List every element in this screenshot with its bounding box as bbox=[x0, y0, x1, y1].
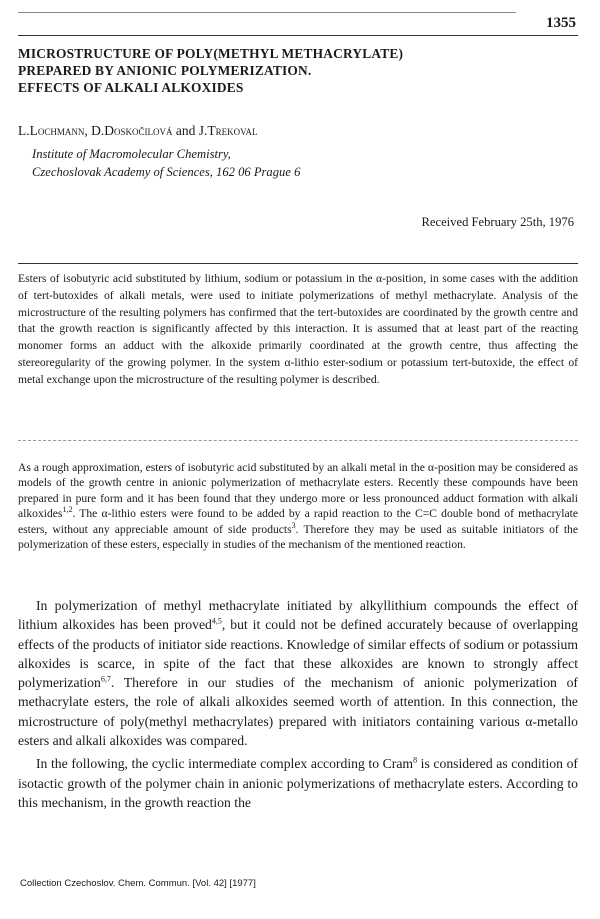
citation-ref: 1,2 bbox=[62, 505, 73, 515]
title-line-2: PREPARED BY ANIONIC POLYMERIZATION. bbox=[18, 63, 312, 78]
para2-text-1: In the following, the cyclic intermediate complex according to Cram bbox=[36, 756, 414, 772]
author-2: D.Doskočilová bbox=[91, 123, 173, 138]
intro-paragraph bbox=[18, 460, 578, 552]
citation-ref: 8 bbox=[413, 755, 418, 765]
citation-ref: 3 bbox=[291, 520, 296, 530]
received-date: Received February 25th, 1976 bbox=[421, 215, 574, 229]
author-conjunction: and bbox=[172, 123, 199, 138]
affiliation bbox=[32, 145, 300, 181]
article-title bbox=[18, 45, 578, 96]
citation-ref: 4,5 bbox=[211, 616, 222, 626]
para1-text-1: In polymerization of methyl methacrylate initiated by alkyllithium compounds the effect of lithium alkoxides has been proved bbox=[18, 598, 578, 633]
intro-text-1: As a rough approximation, esters of isobutyric acid substituted by an alkali metal in the α-position may be considered as models of the growth centre in anionic polymerization of methacrylate esters. Recently these compounds have been prepared in pure form and it has been found that they undergo more or less pronounced adduct formation with alkali alkoxides bbox=[18, 461, 578, 521]
title-line-3: EFFECTS OF ALKALI ALKOXIDES bbox=[18, 80, 244, 95]
author-list bbox=[18, 123, 257, 139]
header-rule-thick bbox=[18, 35, 578, 36]
affiliation-line-1: Institute of Macromolecular Chemistry, bbox=[32, 147, 231, 161]
journal-footer: Collection Czechoslov. Chem. Commun. [Vol. 42] [1977] bbox=[20, 878, 256, 889]
para2-text-2: is considered as condition of isotactic growth of the polymer chain in anionic polymerizations of methacrylate esters. According to this mechanism, in the growth reaction the bbox=[18, 756, 578, 810]
author-3: J.Trekoval bbox=[198, 123, 258, 138]
body-paragraph-2 bbox=[18, 754, 578, 812]
abstract-text: Esters of isobutyric acid substituted by lithium, sodium or potassium in the α-position, in some cases with the addition of tert-butoxides of alkali metals, were used to initiate polymerizations of methyl methacrylate. Analysis of the microstructure of the resulting polymers has confirmed that the tert-butoxides are coordinated by the growth centre and that the growth reaction is significantly affected by this interaction. It is assumed that at least part of the reacting monomer forms an adduct with the alkoxide primarily coordinated at the growth centre, thus affecting the stereoregularity of the growing polymer. In the system α-lithio ester-sodium or potassium tert-butoxide, the effect of metal exchange upon the microstructure of the resulting polymer is described. bbox=[18, 272, 578, 386]
intro-text-2: . The α-lithio esters were found to be added by a rapid reaction to the C=C double bond of methacrylate esters, without any appreciable amount of side products bbox=[18, 507, 578, 536]
page-number: 1355 bbox=[546, 15, 576, 31]
citation-ref: 6,7 bbox=[100, 674, 111, 684]
para1-text-2: , but it could not be defined accurately because of overlapping effects of the products of initiator side reactions. Knowledge of similar effects of sodium or potassium alkoxides is scarce, in spite of the fact that these alkoxides are known to strongly affect polymerization bbox=[18, 617, 578, 691]
header-rule bbox=[18, 12, 516, 13]
body-text bbox=[18, 596, 578, 812]
para1-text-3: . Therefore in our studies of the mechanism of anionic polymerization of methacrylate esters, the role of alkali alkoxides seemed worth of attention. In this connection, the microstructure of poly(methyl methacrylates) prepared with initiators containing various α-metallo esters and alkali alkoxides was compared. bbox=[18, 675, 578, 749]
abstract-rule bbox=[18, 263, 578, 264]
title-line-1: MICROSTRUCTURE OF POLY(METHYL METHACRYLATE) bbox=[18, 46, 404, 61]
abstract-end-rule bbox=[18, 440, 578, 441]
body-paragraph-1 bbox=[18, 596, 578, 750]
intro-text-3: . Therefore they may be used as suitable initiators of the polymerization of these esters, especially in studies of the mechanism of the mentioned reaction. bbox=[18, 522, 578, 552]
author-1: L.Lochmann, bbox=[18, 123, 92, 138]
affiliation-line-2: Czechoslovak Academy of Sciences, 162 06 Prague 6 bbox=[32, 165, 301, 179]
